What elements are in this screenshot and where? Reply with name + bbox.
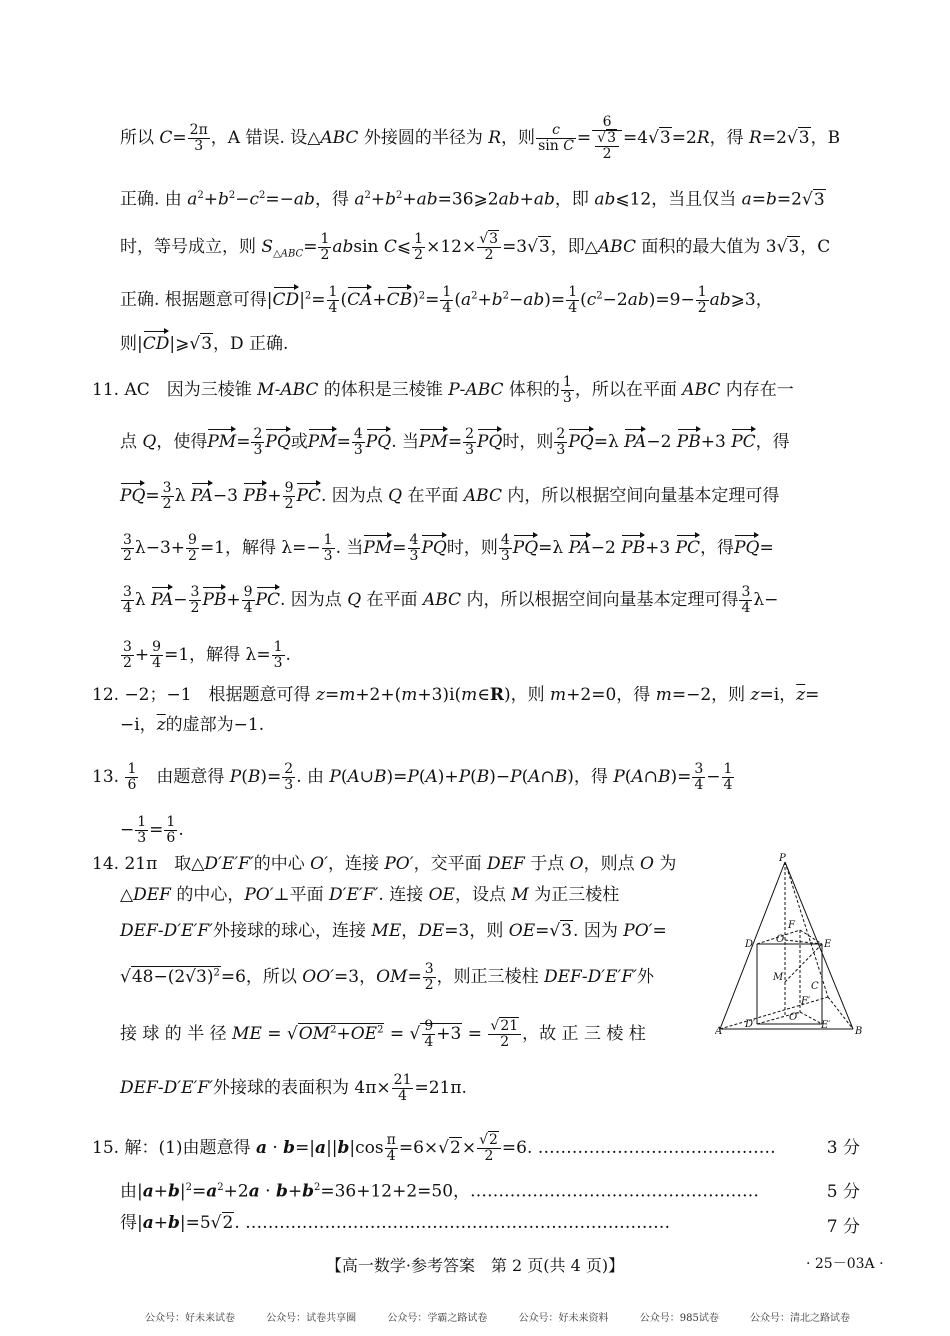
text-line-15b: 由$|a+b|^2=a^2+2a \cdot b+b^2=36+12+2=50$，…………………………………………… (120, 1181, 760, 1202)
page-footer: 【高一数学·参考答案 第 2 页(共 4 页)】 (325, 1256, 625, 1275)
text-line-5: 则|CD|⩾√3，D 正确. (120, 334, 289, 354)
watermark-2: 公众号：试卷共享圈 (266, 1313, 357, 1324)
text-line-2: 正确. 由 $a^2+b^2-c^2=-ab$，得 $a^2+b^2+ab=36⩾2ab+ab$，即 ab⩽12，当且仅当 a=b=2√3 (120, 189, 825, 210)
watermark-1: 公众号：好未来试卷 (145, 1313, 235, 1324)
score-7: 7 分 (826, 1217, 860, 1237)
text-line-14b: △DEF 的中心，PO′⊥平面 D′E′F′. 连接 OE，设点 M 为正三棱柱 (120, 885, 620, 905)
text-line-11e: $\frac{3}{4}$ λ PA− $\frac{3}{2}$ PB+ $\frac{9}{4}$ PC. 因为点 Q 在平面 ABC 内，所以根据空间向量基本定理可得 $\frac{3}{4}$ λ− (123, 584, 779, 616)
text-line-3: 时，等号成立，则 $S_{\triangle ABC}=$ $\frac{1}{2}$ absin C⩽ $\frac{1}{2}$ ×12× $\frac{√3}{2}$ =3√3，即△ABC 面积的最大值为 3√3，C (120, 231, 831, 263)
text-line-14c: DEF-D′E′F′外接球的球心，连接 ME，DE=3，则 OE=√3. 因为 PO′= (120, 921, 667, 941)
text-line-11b: 点 Q，使得PM= $\frac{2}{3}$ PQ或PM= $\frac{4}{3}$ PQ. 当PM= $\frac{2}{3}$ PQ时，则 $\frac{2}{3}$ PQ=λ PA−2 PB+3 PC，得 (120, 426, 790, 458)
watermark-bar (145, 1309, 878, 1324)
text-line-11f: $\frac{3}{2}$ + $\frac{9}{4}$ =1，解得 λ= $\frac{1}{3}$ . (123, 639, 291, 671)
pyramid-prism-diagram (715, 852, 865, 1042)
label-D: D (745, 939, 754, 950)
label-F: F (788, 920, 795, 931)
text-line-15c: 得|a+b|=5√2. ………………………………………………………………… (120, 1213, 671, 1233)
text-line-4: 正确. 根据题意可得$|CD|^2=$ $\frac{1}{4}$ $(CA+CB)^2=$ $\frac{1}{4}$ $(a^2+b^2-ab)=$ $\frac{1}{4}$ $(c^2-2ab)=9-$ $\frac{1}{2}$ ab⩾3， (120, 284, 773, 316)
label-O-prime: O′ (789, 1012, 800, 1023)
watermark-6: 公众号：清北之路试卷 (750, 1313, 851, 1324)
paper-code: · 25－03A · (806, 1256, 884, 1272)
text-line-12a: 12. −2；−1 根据题意可得 z=m+2+(m+3)i(m∈R)，则 m+2=0，得 m=−2，则 z=i，$\overline{z}=$ (92, 685, 820, 705)
label-P: P (779, 853, 786, 864)
label-E-prime: E′ (821, 1020, 831, 1031)
text-line-14e: 接 球 的 半 径 ME = $√OM^2+OE^2$ = √ $\frac{9}{4}$ +3 = $\frac{√21}{2}$ ，故 正 三 棱 柱 (120, 1018, 646, 1050)
label-D-prime: D′ (745, 1019, 756, 1030)
text-line-11a: 11. AC 因为三棱锥 M-ABC 的体积是三棱锥 P-ABC 体积的 $\frac{1}{3}$ ，所以在平面 ABC 内存在一 (92, 374, 794, 406)
text-line-13a: 13. $\frac{1}{6}$ 由题意得 P(B)= $\frac{2}{3}$ . 由 P(A∪B)=P(A)+P(B)−P(A∩B)，得 P(A∩B)= $\frac{3}{4}$ − $\frac{1}{4}$ (92, 761, 733, 793)
score-5: 5 分 (826, 1182, 860, 1202)
text-line-14f: DEF-D′E′F′外接球的表面积为 4π× $\frac{21}{4}$ =21π. (120, 1072, 467, 1104)
label-C: C (811, 981, 819, 992)
text-line-1: 所以 C= $\frac{2\pi}{3}$ ，A 错误. 设△ABC 外接圆的半径为 R，则 $\frac{c}{\text{sin C}}$ = $\frac{6}{\frac{√3}{2}}$ =4√3=2R，得 R=2√3，B (120, 114, 841, 162)
watermark-4: 公众号：好未来资料 (518, 1313, 609, 1324)
label-O: O (776, 934, 785, 945)
text-line-14d: $√48-(2√3)^2=6$，所以 OO′=3，OM= $\frac{3}{2}$ ，则正三棱柱 DEF-D′E′F′外 (120, 961, 655, 993)
label-A: A (715, 1026, 723, 1037)
text-line-11d: $\frac{3}{2}$ λ−3+ $\frac{9}{2}$ =1，解得 λ=− $\frac{1}{3}$ . 当PM= $\frac{4}{3}$ PQ时，则 $\frac{4}{3}$ PQ=λ PA−2 PB+3 PC，得PQ= (123, 532, 774, 564)
text-line-11c: PQ= $\frac{3}{2}$ λ PA−3 PB+ $\frac{9}{2}$ PC. 因为点 Q 在平面 ABC 内，所以根据空间向量基本定理可得 (120, 480, 780, 512)
label-F-prime: F′ (801, 996, 811, 1007)
text-line-13b: − $\frac{1}{3}$ = $\frac{1}{6}$ . (120, 814, 184, 846)
text-line-12b: −i，$\overline{z}$的虚部为−1. (120, 715, 265, 735)
text-line-14a: 14. 21π 取△D′E′F′的中心 O′，连接 PO′，交平面 DEF 于点 O，则点 O 为 (92, 854, 677, 874)
watermark-3: 公众号：学霸之路试卷 (387, 1313, 488, 1324)
label-M: M (773, 972, 784, 983)
watermark-5: 公众号：985试卷 (639, 1313, 719, 1324)
label-B: B (855, 1026, 863, 1037)
score-3: 3 分 (826, 1138, 860, 1158)
text-line-15a: 15. 解：(1)由题意得 a · b=|a||b|cos $\frac{\pi}{4}$ =6×√2× $\frac{√2}{2}$ =6. …………………………………… (92, 1132, 776, 1164)
label-E: E (824, 939, 832, 950)
